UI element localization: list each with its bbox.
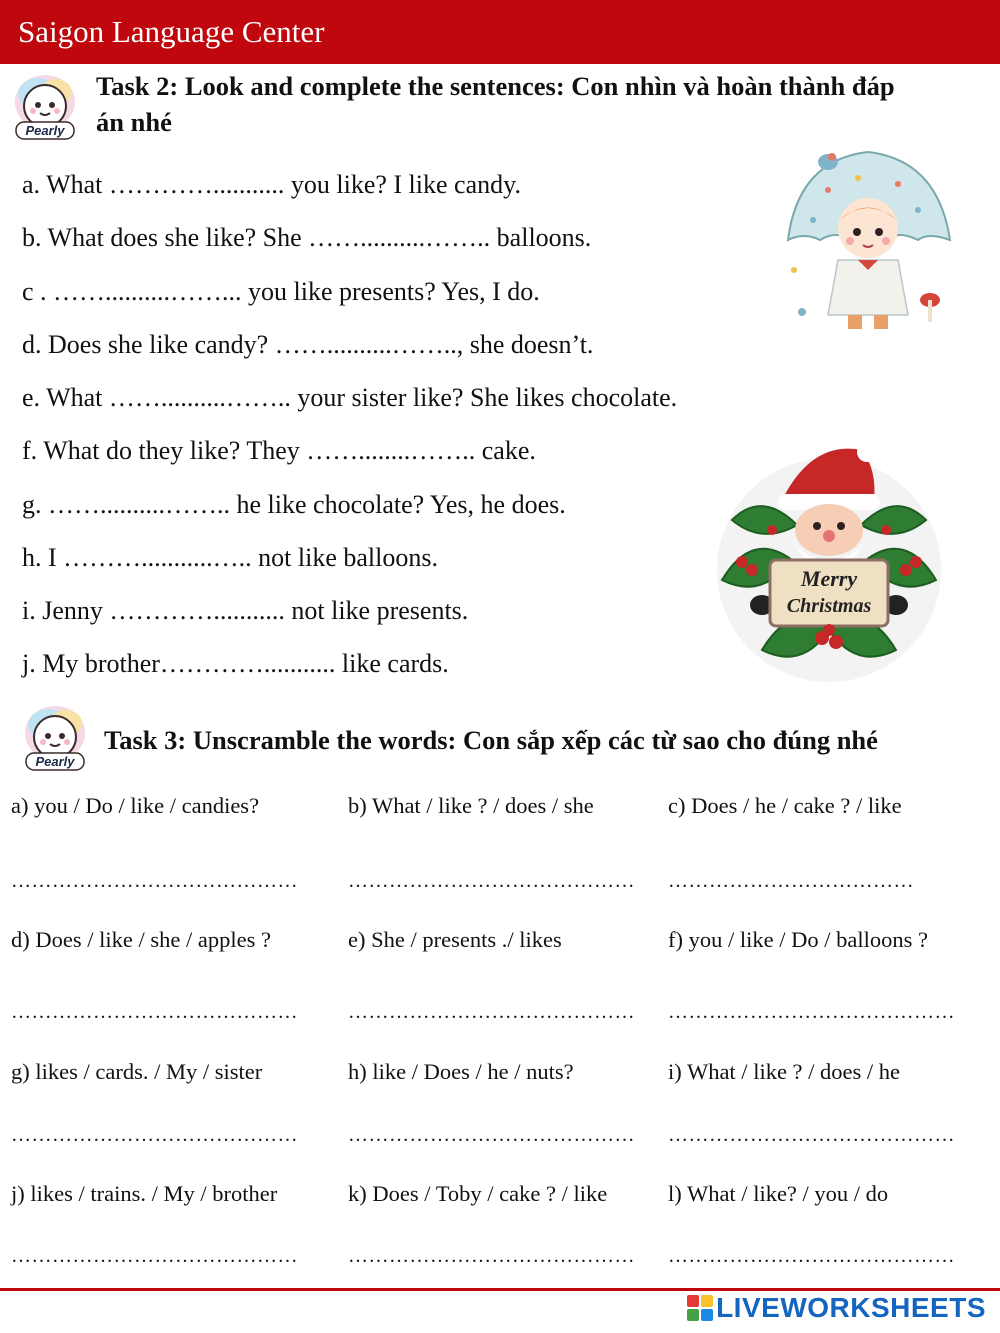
task3-answer-f[interactable]: …………………………………… xyxy=(668,1001,955,1023)
brand-text: LIVEWORKSHEETS xyxy=(716,1292,986,1323)
task3-answer-a[interactable]: …………………………………… xyxy=(11,870,298,892)
task3-answer-k[interactable]: …………………………………… xyxy=(348,1245,635,1267)
task3-answer-e[interactable]: …………………………………… xyxy=(348,1001,635,1023)
task3-item-b: b) What / like ? / does / she xyxy=(348,793,594,818)
santa-merry-christmas-illustration xyxy=(702,430,956,684)
task3-item-i: i) What / like ? / does / he xyxy=(668,1059,901,1084)
svg-text:Pearly: Pearly xyxy=(25,123,65,138)
task3-answer-j[interactable]: …………………………………… xyxy=(11,1245,298,1267)
liveworksheets-brand xyxy=(687,1292,986,1324)
task3-answer-l[interactable]: …………………………………… xyxy=(668,1245,955,1267)
task2-item-i: i. Jenny …………........... not like presents. xyxy=(22,596,469,625)
svg-text:Merry: Merry xyxy=(800,566,858,591)
task3-answer-h[interactable]: …………………………………… xyxy=(348,1124,635,1146)
task2-item-j: j. My brother…………........... like cards. xyxy=(22,649,449,678)
pearly-logo-icon-2 xyxy=(18,703,92,773)
task2-title-line2: án nhé xyxy=(96,107,172,137)
task2-item-h: h. I ………...........….. not like balloons. xyxy=(22,543,438,572)
liveworksheets-logo-icon xyxy=(687,1295,713,1321)
task3-item-c: c) Does / he / cake ? / like xyxy=(668,793,902,818)
task3-item-g: g) likes / cards. / My / sister xyxy=(11,1059,263,1084)
task3-answer-i[interactable]: …………………………………… xyxy=(668,1124,955,1146)
task3-item-k: k) Does / Toby / cake ? / like xyxy=(348,1181,608,1206)
task3-item-d: d) Does / like / she / apples ? xyxy=(11,927,271,952)
task3-answer-g[interactable]: …………………………………… xyxy=(11,1124,298,1146)
task2-item-g: g. ……..........…….. he like chocolate? Yes, he does. xyxy=(22,490,566,519)
task2-item-b: b. What does she like? She ……..........…….. balloons. xyxy=(22,223,592,252)
pearly-logo-icon xyxy=(8,72,82,142)
task3-item-f: f) you / like / Do / balloons ? xyxy=(668,927,928,952)
task2-item-e: e. What ……..........…….. your sister like? She likes chocolate. xyxy=(22,383,678,412)
task2-item-a: a. What …………........... you like? I like candy. xyxy=(22,170,521,199)
task3-item-a: a) you / Do / like / candies? xyxy=(11,793,260,818)
svg-text:Pearly: Pearly xyxy=(35,754,75,769)
girl-umbrella-illustration xyxy=(768,140,968,340)
task3-title: Task 3: Unscramble the words: Con sắp xếp các từ sao cho đúng nhé xyxy=(104,725,878,755)
header-title: Saigon Language Center xyxy=(18,14,325,49)
task2-title-line1: Task 2: Look and complete the sentences: Con nhìn và hoàn thành đáp xyxy=(96,71,895,101)
task3-answer-d[interactable]: …………………………………… xyxy=(11,1001,298,1023)
task3-item-j: j) likes / trains. / My / brother xyxy=(11,1181,278,1206)
task2-item-f: f. What do they like? They ……........…….. cake. xyxy=(22,436,536,465)
task3-item-e: e) She / presents ./ likes xyxy=(348,927,562,952)
task2-item-d: d. Does she like candy? ……..........…….., she doesn’t. xyxy=(22,330,594,359)
task2-item-c: c . ……..........……... you like presents? Yes, I do. xyxy=(22,277,540,306)
task3-item-h: h) like / Does / he / nuts? xyxy=(348,1059,574,1084)
task3-answer-b[interactable]: …………………………………… xyxy=(348,870,635,892)
task2-title xyxy=(96,68,895,140)
footer-divider xyxy=(0,1288,1000,1291)
svg-text:Christmas: Christmas xyxy=(786,595,872,617)
task3-item-l: l) What / like? / you / do xyxy=(668,1181,889,1206)
header-bar xyxy=(0,0,1000,64)
task3-answer-c[interactable]: ……………………………… xyxy=(668,870,914,892)
